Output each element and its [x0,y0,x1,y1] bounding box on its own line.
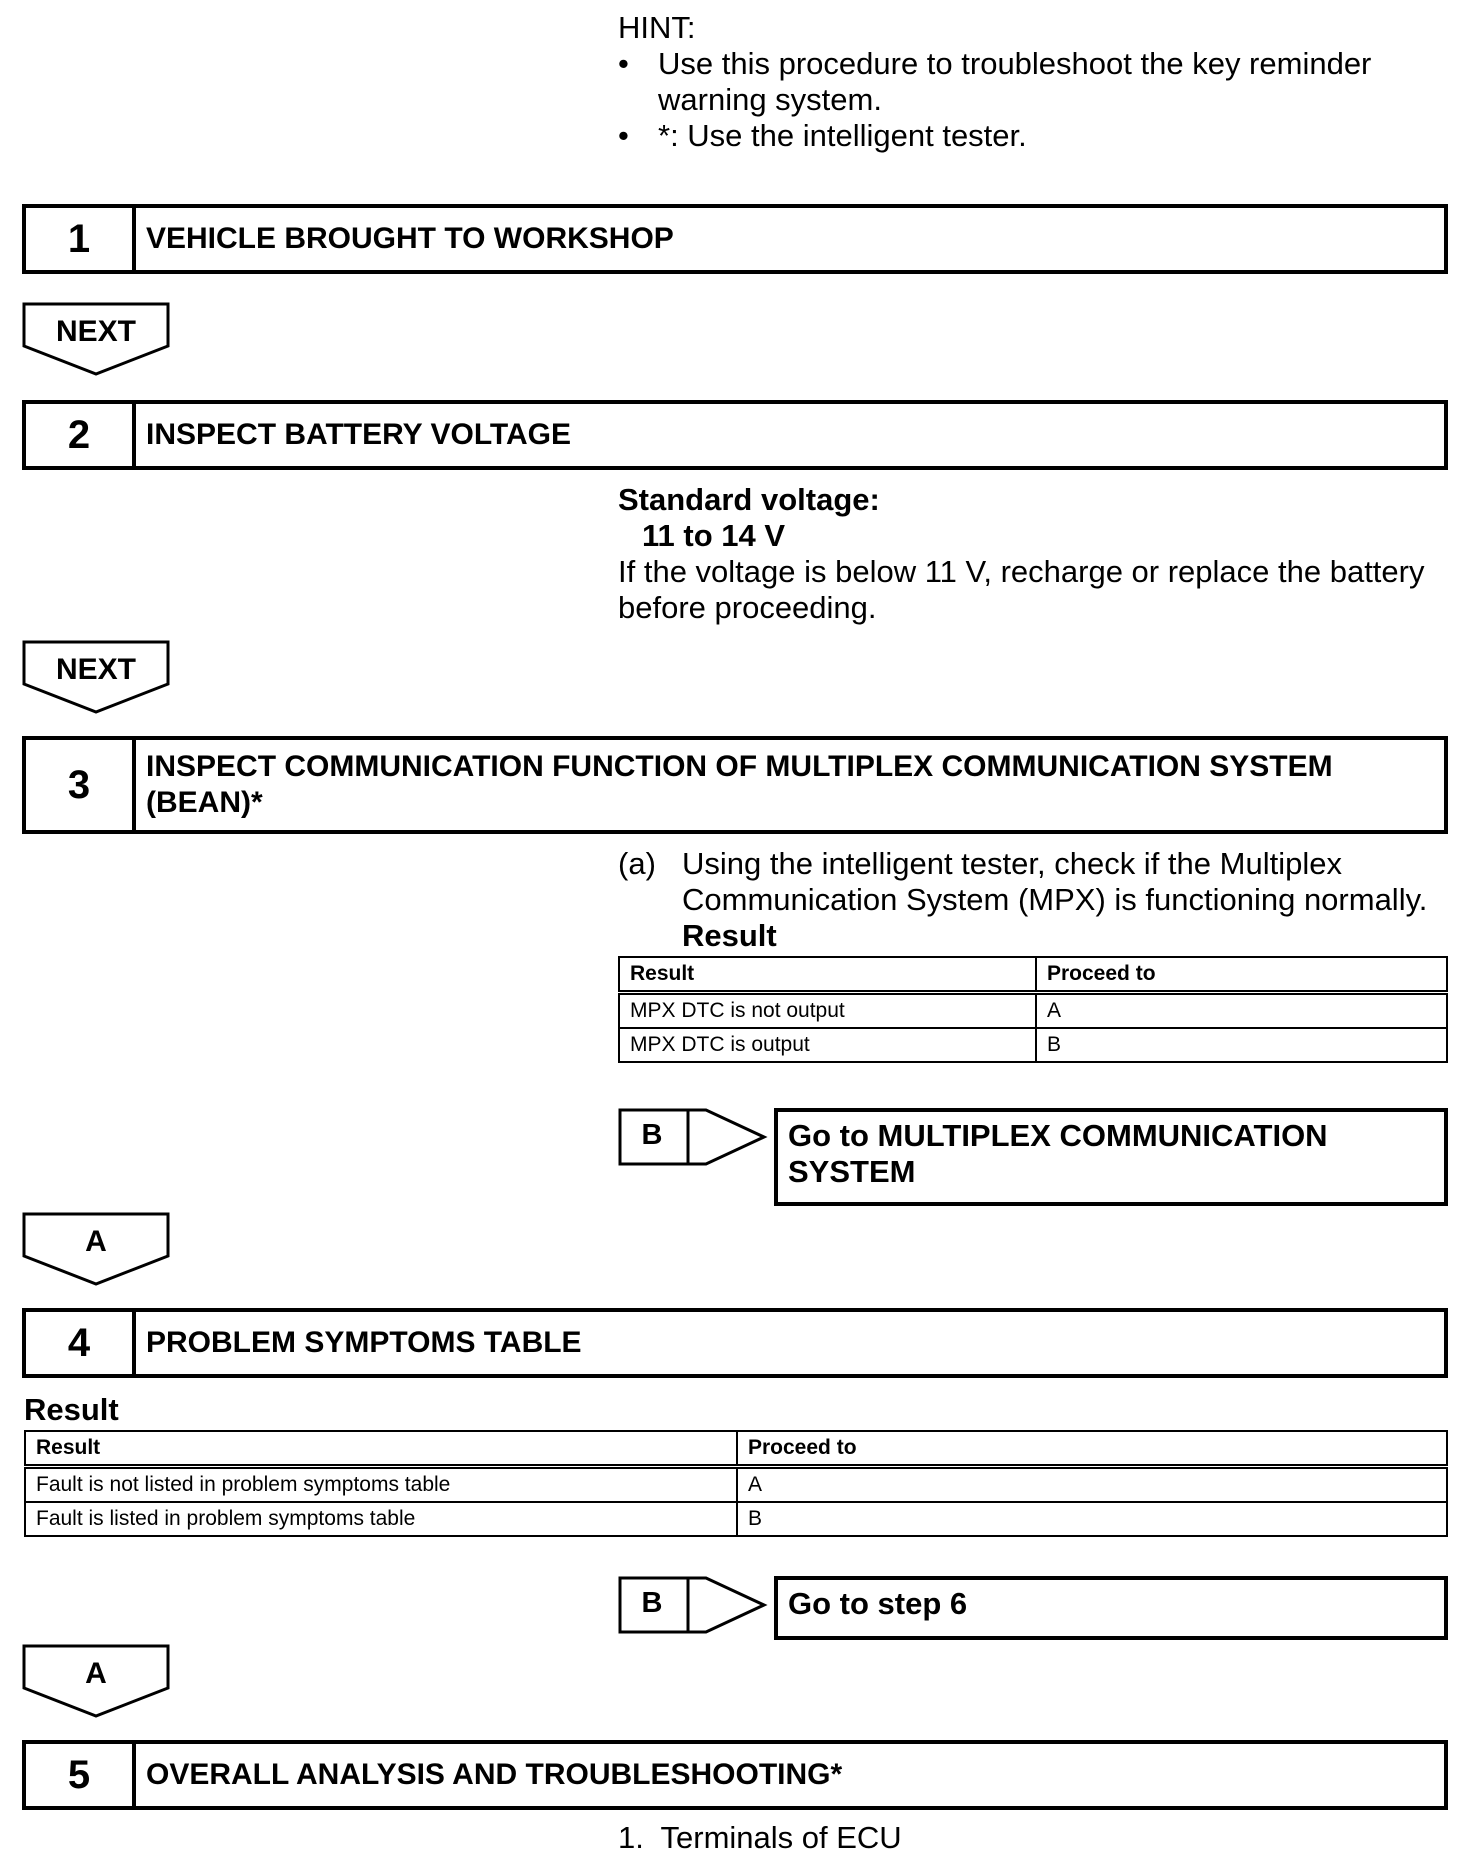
substep-marker: (a) [618,846,656,881]
step-2-header [22,400,1448,470]
next-arrow [22,640,170,716]
table-header-cell: Result [619,957,1036,993]
step-number: 1 [26,208,136,270]
hint-bullet: • [618,46,629,81]
step-3-header [22,736,1448,834]
branch-label: B [641,1587,663,1619]
table-row [25,1467,1447,1503]
branch-label: A [85,1225,107,1258]
step-number: 5 [26,1744,136,1806]
substep-text-cont: Communication System (MPX) is functioning normally. [682,882,1428,917]
table-row [619,993,1447,1029]
table-header-cell: Proceed to [1036,957,1447,993]
table-row [25,1502,1447,1536]
step-title-line: (BEAN)* [146,786,263,819]
table-cell: Fault is not listed in problem symptoms table [25,1467,737,1503]
list-item: 1. Terminals of ECU [618,1820,902,1855]
hint-item-1: Use this procedure to troubleshoot the key reminder [658,46,1372,81]
branch-label: A [85,1657,107,1690]
step-number: 4 [26,1312,136,1374]
branch-b-arrow [618,1108,768,1168]
substep-text: Using the intelligent tester, check if the Multiplex [682,846,1342,881]
table-cell: B [737,1502,1447,1536]
voltage-note-cont: before proceeding. [618,590,877,625]
step-title: INSPECT BATTERY VOLTAGE [146,418,572,451]
step-title: PROBLEM SYMPTOMS TABLE [146,1326,582,1359]
table-cell: A [737,1467,1447,1503]
goto-text: SYSTEM [788,1154,916,1189]
table-cell: B [1036,1028,1447,1062]
hint-label: HINT: [618,10,696,45]
hint-item-1-cont: warning system. [658,82,882,117]
hint-list [618,46,1438,156]
next-label: NEXT [55,653,136,686]
step-title: VEHICLE BROUGHT TO WORKSHOP [146,222,674,255]
table-cell: MPX DTC is output [619,1028,1036,1062]
voltage-note: If the voltage is below 11 V, recharge or replace the battery [618,554,1425,589]
standard-voltage-label: Standard voltage: [618,482,880,517]
table-row [619,1028,1447,1062]
next-label: NEXT [55,315,136,348]
table-cell: A [1036,993,1447,1029]
step-5-header [22,1740,1448,1810]
result-label: Result [682,918,777,953]
branch-b-arrow [618,1576,768,1636]
goto-text: Go to MULTIPLEX COMMUNICATION [788,1118,1328,1153]
goto-box [774,1576,1448,1640]
table-cell: Fault is listed in problem symptoms table [25,1502,737,1536]
step-number: 2 [26,404,136,466]
table-cell: MPX DTC is not output [619,993,1036,1029]
branch-a-arrow [22,1212,170,1288]
table-header-cell: Proceed to [737,1431,1447,1467]
hint-bullet: • [618,118,629,153]
step-4-header [22,1308,1448,1378]
goto-text: Go to step 6 [788,1586,968,1621]
table-header-cell: Result [25,1431,737,1467]
standard-voltage-value: 11 to 14 V [642,518,786,553]
step-title: OVERALL ANALYSIS AND TROUBLESHOOTING* [146,1758,843,1791]
result-label: Result [24,1392,119,1427]
step-1-header [22,204,1448,274]
hint-item-2: *: Use the intelligent tester. [658,118,1027,153]
branch-a-arrow [22,1644,170,1720]
result-table [618,956,1448,1063]
goto-box [774,1108,1448,1206]
result-table [24,1430,1448,1537]
step-number: 3 [26,740,136,830]
table-header-row [25,1431,1447,1467]
next-arrow [22,302,170,378]
step-title [136,740,1444,830]
step-title-line: INSPECT COMMUNICATION FUNCTION OF MULTIPLEX COMMUNICATION SYSTEM [146,750,1333,783]
branch-label: B [641,1119,663,1151]
table-header-row [619,957,1447,993]
